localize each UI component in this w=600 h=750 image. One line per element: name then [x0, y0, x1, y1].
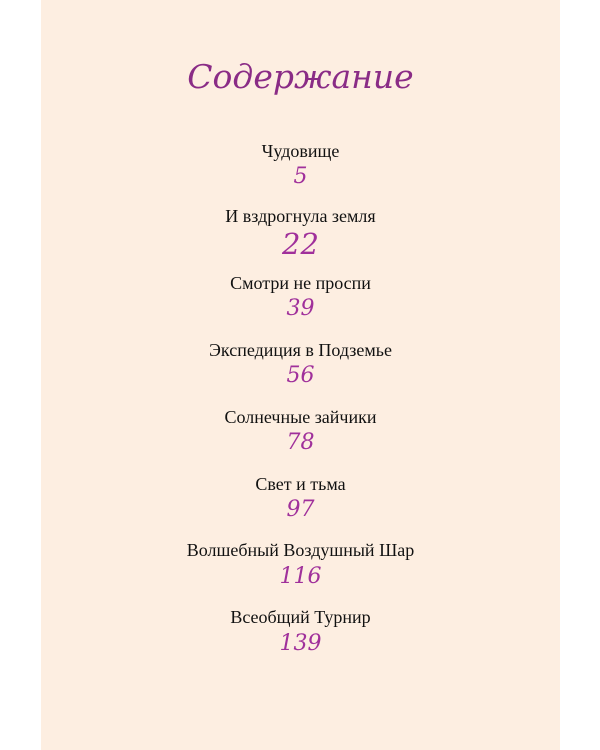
toc-entry-page-number: 139	[279, 631, 322, 656]
toc-entry-page-number: 39	[286, 296, 315, 321]
book-page	[41, 0, 560, 750]
toc-entry-page-number: 56	[286, 363, 315, 388]
toc-entry-title: Солнечные зайчики	[224, 407, 377, 427]
toc-entry-title: Свет и тьма	[255, 474, 346, 494]
toc-entry-page-number: 116	[279, 564, 322, 589]
toc-entry-title: И вздрогнула земля	[225, 206, 376, 226]
toc-heading: Содержание	[187, 57, 414, 96]
toc-entry-page-number: 5	[293, 164, 308, 189]
toc-entry-title: Всеобщий Турнир	[230, 607, 371, 627]
toc-entry-title: Смотри не проспи	[230, 273, 371, 293]
toc-entry-title: Чудовище	[261, 141, 340, 161]
toc-entry-page-number: 22	[282, 227, 319, 261]
toc-entry-title: Экспедиция в Подземье	[209, 340, 392, 360]
toc-entry-title: Волшебный Воздушный Шар	[186, 540, 415, 560]
toc-entry-page-number: 78	[286, 430, 315, 455]
toc-entry-page-number: 97	[286, 497, 315, 522]
